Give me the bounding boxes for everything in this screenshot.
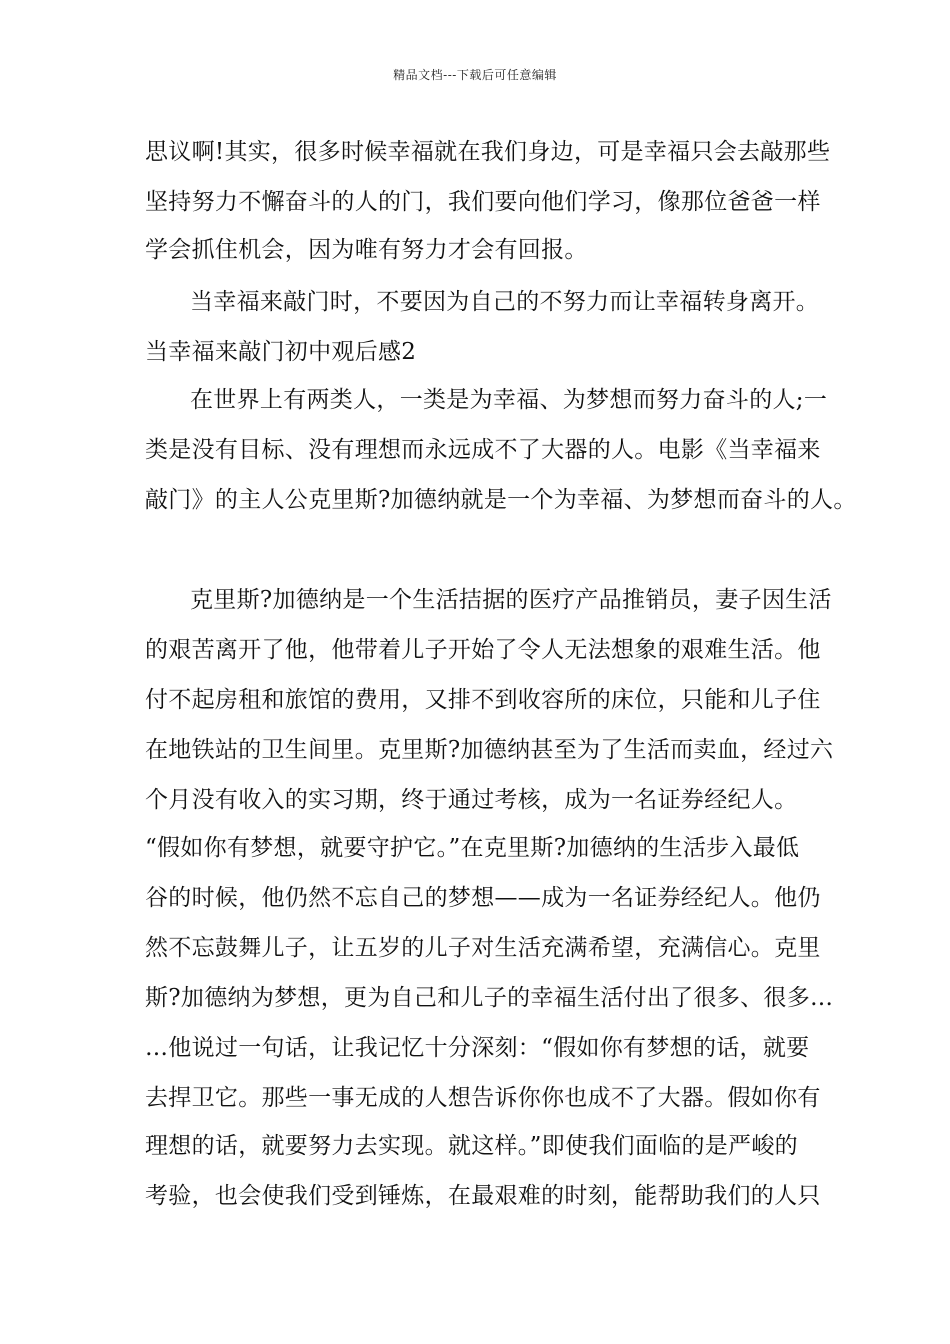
- paragraph-line: 去捍卫它。那些一事无成的人想告诉你你也成不了大器。假如你有: [145, 1085, 821, 1111]
- section-title: 当幸福来敲门初中观后感2: [145, 339, 417, 365]
- paragraph-line: 学会抓住机会，因为唯有努力才会有回报。: [145, 237, 588, 263]
- paragraph-line: 坚持努力不懈奋斗的人的门，我们要向他们学习，像那位爸爸一样: [145, 189, 821, 215]
- paragraph-line: 当幸福来敲门时，不要因为自己的不努力而让幸福转身离开。: [190, 289, 820, 315]
- paragraph-line: 在地铁站的卫生间里。克里斯?加德纳甚至为了生活而卖血，经过六: [145, 737, 834, 763]
- paragraph-line: 付不起房租和旅馆的费用，又排不到收容所的床位，只能和儿子住: [145, 687, 821, 713]
- paragraph-line: …他说过一句话，让我记忆十分深刻：“假如你有梦想的话，就要: [145, 1035, 810, 1061]
- paragraph-line: 在世界上有两类人，一类是为幸福、为梦想而努力奋斗的人;一: [190, 387, 828, 413]
- page-header: 精品文档---下载后可任意编辑: [393, 68, 557, 82]
- paragraph-line: 理想的话，就要努力去实现。就这样。”即使我们面临的是严峻的: [145, 1133, 798, 1159]
- paragraph-line: 的艰苦离开了他，他带着儿子开始了令人无法想象的艰难生活。他: [145, 637, 821, 663]
- paragraph-line: 类是没有目标、没有理想而永远成不了大器的人。电影《当幸福来: [145, 437, 821, 463]
- paragraph-line: 敲门》的主人公克里斯?加德纳就是一个为幸福、为梦想而奋斗的人。: [145, 487, 857, 513]
- paragraph-line: 思议啊!其实，很多时候幸福就在我们身边，可是幸福只会去敲那些: [145, 139, 831, 165]
- paragraph-line: 谷的时候，他仍然不忘自己的梦想——成为一名证券经纪人。他仍: [145, 885, 821, 911]
- paragraph-line: 个月没有收入的实习期，终于通过考核，成为一名证券经纪人。: [145, 787, 798, 813]
- paragraph-line: 克里斯?加德纳是一个生活拮据的医疗产品推销员，妻子因生活: [190, 587, 832, 613]
- paragraph-line: “假如你有梦想，就要守护它。”在克里斯?加德纳的生活步入最低: [145, 835, 800, 861]
- paragraph-line: 斯?加德纳为梦想，更为自己和儿子的幸福生活付出了很多、很多…: [145, 985, 834, 1011]
- paragraph-line: 然不忘鼓舞儿子，让五岁的儿子对生活充满希望，充满信心。克里: [145, 935, 821, 961]
- paragraph-line: 考验，也会使我们受到锤炼，在最艰难的时刻，能帮助我们的人只: [145, 1183, 821, 1209]
